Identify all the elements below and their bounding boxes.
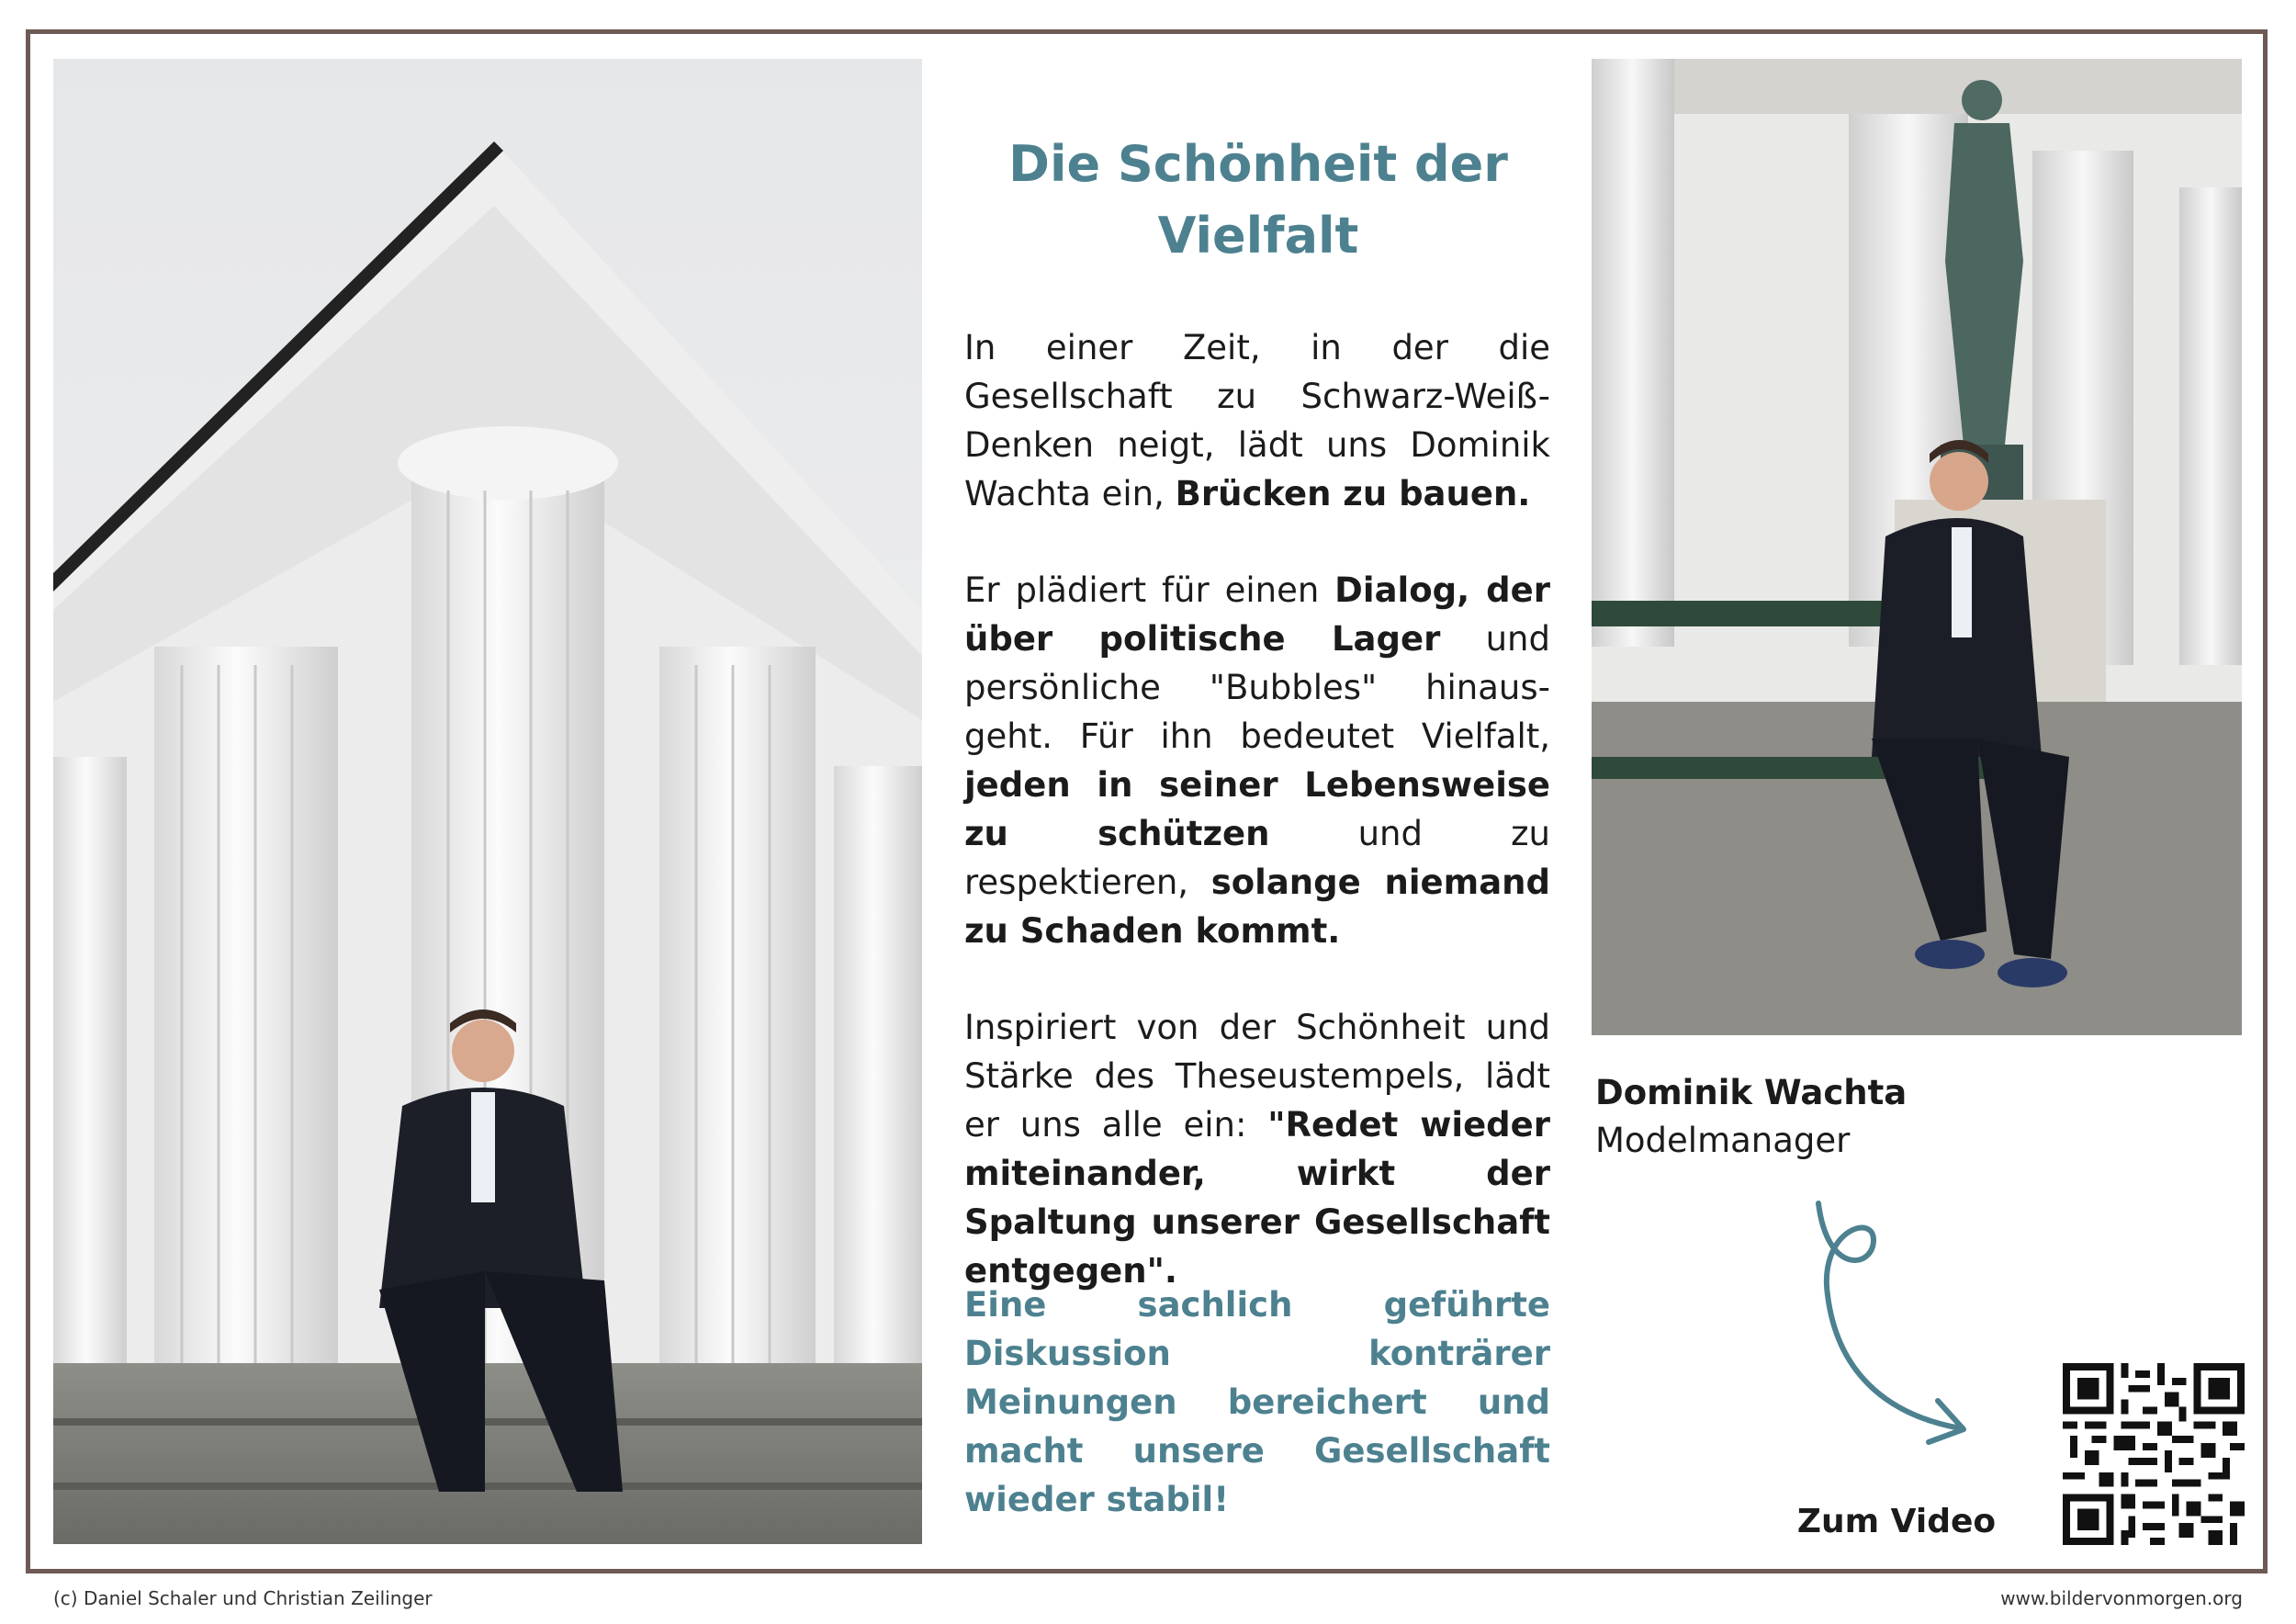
person-role: Modelmanager — [1595, 1121, 1851, 1160]
photo-temple-columns — [53, 59, 922, 1544]
footer-credit: (c) Daniel Schaler und Christian Zeilinger — [53, 1587, 433, 1609]
person-name: Dominik Wachta — [1595, 1073, 1908, 1112]
title-line-1: Die Schönheit der — [1008, 135, 1508, 193]
paragraph-conclusion: Eine sachlich geführte Diskussion konträrer Meinungen bereichert und macht unsere Gesellschaft wieder stabil! — [964, 1285, 1550, 1519]
paragraph-intro — [964, 323, 1550, 518]
qr-code-icon[interactable] — [2063, 1363, 2245, 1545]
paragraph-dialog-bold-3: solange niemand zu Schaden kommt. — [964, 863, 1550, 951]
paragraph-dialog-bold-2: jeden in seiner Lebensweise zu schützen — [964, 765, 1550, 853]
paragraph-temple — [964, 1003, 1550, 1295]
video-link-label[interactable]: Zum Video — [1796, 1503, 1997, 1540]
paragraph-dialog-text-1: Er plädiert für einen — [964, 570, 1320, 610]
footer-website-link[interactable]: www.bildervonmorgen.org — [2000, 1587, 2243, 1609]
paragraph-dialog-text-2: und persönliche "Bubbles" hinaus-geht. Für ihn bedeutet Vielfalt, — [964, 619, 1550, 756]
title-line-2: Vielfalt — [1157, 207, 1359, 265]
paragraph-temple-quote: "Redet wieder miteinander, wirkt der Spaltung unserer Gesellschaft entgegen". — [964, 1105, 1551, 1291]
paragraph-dialog-text-3: und zu respektieren, — [964, 814, 1550, 902]
paragraph-temple-text: Inspiriert von der Schönheit und Stärke des Theseustempels, lädt er uns alle ein: — [964, 1008, 1550, 1145]
photo-statue-bench — [1592, 59, 2242, 1035]
curly-arrow-icon — [1800, 1194, 1984, 1470]
page-title — [955, 129, 1561, 272]
paragraph-intro-text: In einer Zeit, in der die Gesellschaft zu Schwarz-Weiß-Denken neigt, lädt uns Dominik Wachta ein, — [964, 328, 1550, 513]
paragraph-dialog — [964, 566, 1550, 955]
paragraph-intro-bold: Brücken zu bauen. — [1175, 474, 1531, 513]
paragraph-dialog-bold-1: Dialog, der über politische Lager — [964, 570, 1550, 659]
